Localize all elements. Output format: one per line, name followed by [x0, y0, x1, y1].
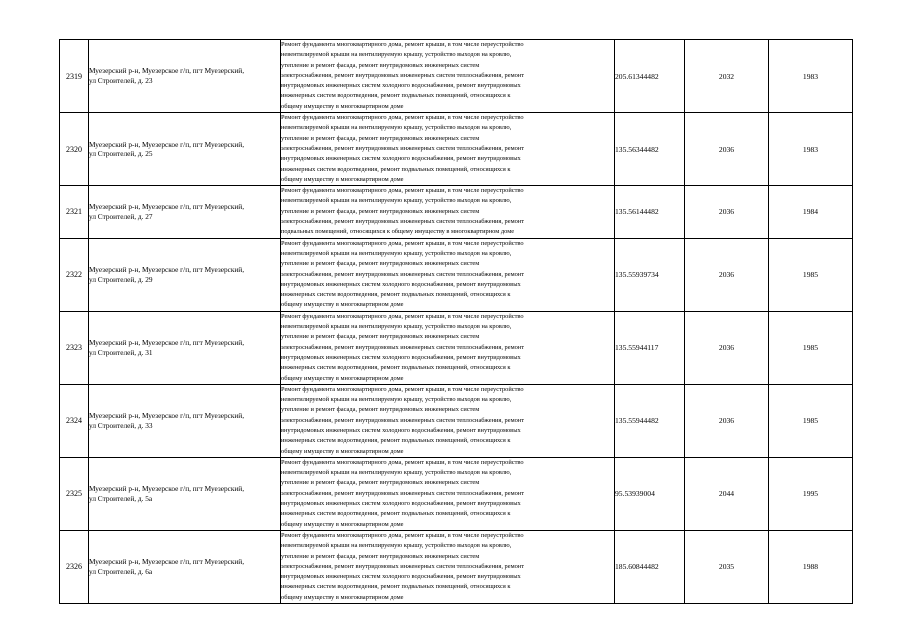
table-row: [60, 530, 853, 603]
works-line: Ремонт фундамента многоквартирного дома, ремонт крыши, в том числе переустройство: [281, 239, 524, 247]
table-row: [60, 384, 853, 457]
address-line: Муезерский р-н, Муезерское г/п, пгт Муезерский,: [89, 411, 245, 421]
works-line: невентилируемой крыши на вентилируемую крышу, устройство выходов на кровлю,: [281, 124, 512, 132]
row-number-cell: 2321: [60, 186, 89, 238]
works-line: Ремонт фундамента многоквартирного дома, ремонт крыши, в том числе переустройство: [281, 458, 524, 466]
built-year-cell: 1983: [769, 113, 853, 186]
works-cell: [281, 311, 615, 384]
works-line: общему имуществу в многоквартирном доме: [281, 374, 404, 382]
cost-cell: 135.56144482: [615, 186, 685, 238]
address-line: Муезерский р-н, Муезерское г/п, пгт Муезерский,: [89, 66, 245, 76]
works-line: невентилируемой крыши на вентилируемую крышу, устройство выходов на кровлю,: [281, 396, 512, 404]
works-line: электроснабжения, ремонт внутридомовых инженерных систем теплоснабжения, ремонт: [281, 71, 525, 79]
planned-year-cell: 2036: [685, 238, 769, 311]
works-line: общему имуществу в многоквартирном доме: [281, 593, 404, 601]
works-line: утепление и ремонт фасада, ремонт внутридомовых инженерных систем: [281, 479, 480, 487]
works-line: Ремонт фундамента многоквартирного дома, ремонт крыши, в том числе переустройство: [281, 385, 524, 393]
address-cell: [89, 384, 281, 457]
address-line: Муезерский р-н, Муезерское г/п, пгт Муезерский,: [89, 484, 245, 494]
row-number-cell: 2323: [60, 311, 89, 384]
works-line: утепление и ремонт фасада, ремонт внутридомовых инженерных систем: [281, 333, 480, 341]
works-cell: [281, 530, 615, 603]
works-line: инженерных систем водоотведения, ремонт подвальных помещений, относящихся к: [281, 583, 511, 591]
works-cell: [281, 113, 615, 186]
works-line: Ремонт фундамента многоквартирного дома, ремонт крыши, в том числе переустройство: [281, 114, 524, 122]
built-year-cell: 1984: [769, 186, 853, 238]
cost-cell: 185.60844482: [615, 530, 685, 603]
works-line: внутридомовых инженерных систем холодного водоснабжения, ремонт внутридомовых: [281, 573, 521, 581]
works-cell: [281, 384, 615, 457]
address-line: Муезерский р-н, Муезерское г/п, пгт Муезерский,: [89, 265, 245, 275]
row-number-cell: 2325: [60, 457, 89, 530]
address-line: Муезерский р-н, Муезерское г/п, пгт Муезерский,: [89, 338, 245, 348]
built-year-cell: 1985: [769, 238, 853, 311]
works-line: внутридомовых инженерных систем холодного водоснабжения, ремонт внутридомовых: [281, 155, 521, 163]
row-number-cell: 2324: [60, 384, 89, 457]
works-line: невентилируемой крыши на вентилируемую крышу, устройство выходов на кровлю,: [281, 249, 512, 257]
works-line: общему имуществу в многоквартирном доме: [281, 301, 404, 309]
planned-year-cell: 2032: [685, 40, 769, 113]
address-cell: [89, 311, 281, 384]
works-line: инженерных систем водоотведения, ремонт подвальных помещений, относящихся к: [281, 437, 511, 445]
works-line: невентилируемой крыши на вентилируемую крышу, устройство выходов на кровлю,: [281, 469, 512, 477]
works-line: инженерных систем водоотведения, ремонт подвальных помещений, относящихся к: [281, 165, 511, 173]
row-number-cell: 2326: [60, 530, 89, 603]
table-body: [60, 40, 853, 604]
row-number-cell: 2320: [60, 113, 89, 186]
planned-year-cell: 2036: [685, 384, 769, 457]
works-line: Ремонт фундамента многоквартирного дома, ремонт крыши, в том числе переустройство: [281, 531, 524, 539]
works-line: внутридомовых инженерных систем холодного водоснабжения, ремонт внутридомовых: [281, 426, 521, 434]
built-year-cell: 1988: [769, 530, 853, 603]
works-cell: [281, 186, 615, 238]
address-line: Муезерский р-н, Муезерское г/п, пгт Муезерский,: [89, 202, 245, 212]
table-row: [60, 40, 853, 113]
works-line: инженерных систем водоотведения, ремонт подвальных помещений, относящихся к: [281, 510, 511, 518]
cost-cell: 95.53939004: [615, 457, 685, 530]
works-line: невентилируемой крыши на вентилируемую крышу, устройство выходов на кровлю,: [281, 323, 512, 331]
planned-year-cell: 2035: [685, 530, 769, 603]
table-row: [60, 186, 853, 238]
works-line: электроснабжения, ремонт внутридомовых инженерных систем теплоснабжения, ремонт: [281, 144, 525, 152]
works-line: невентилируемой крыши на вентилируемую крышу, устройство выходов на кровлю,: [281, 197, 512, 205]
works-line: внутридомовых инженерных систем холодного водоснабжения, ремонт внутридомовых: [281, 353, 521, 361]
address-line: ул Строителей, д. 29: [89, 274, 153, 284]
works-line: электроснабжения, ремонт внутридомовых инженерных систем теплоснабжения, ремонт: [281, 343, 525, 351]
works-line: инженерных систем водоотведения, ремонт подвальных помещений, относящихся к: [281, 291, 511, 299]
address-cell: [89, 238, 281, 311]
table-row: [60, 311, 853, 384]
works-line: электроснабжения, ремонт внутридомовых инженерных систем теплоснабжения, ремонт: [281, 416, 525, 424]
address-cell: [89, 186, 281, 238]
works-cell: [281, 40, 615, 113]
works-line: утепление и ремонт фасада, ремонт внутридомовых инженерных систем: [281, 61, 480, 69]
address-line: Муезерский р-н, Муезерское г/п, пгт Муезерский,: [89, 557, 245, 567]
address-line: ул Строителей, д. 33: [89, 420, 153, 430]
address-line: ул Строителей, д. 23: [89, 76, 153, 86]
works-line: общему имуществу в многоквартирном доме: [281, 175, 404, 183]
built-year-cell: 1995: [769, 457, 853, 530]
address-cell: [89, 113, 281, 186]
works-line: электроснабжения, ремонт внутридомовых инженерных систем теплоснабжения, ремонт: [281, 489, 525, 497]
works-line: невентилируемой крыши на вентилируемую крышу, устройство выходов на кровлю,: [281, 542, 512, 550]
table-row: [60, 113, 853, 186]
address-cell: [89, 530, 281, 603]
works-line: инженерных систем водоотведения, ремонт подвальных помещений, относящихся к: [281, 364, 511, 372]
works-line: утепление и ремонт фасада, ремонт внутридомовых инженерных систем: [281, 406, 480, 414]
address-line: ул Строителей, д. 27: [89, 211, 153, 221]
address-line: ул Строителей, д. 6а: [89, 566, 153, 576]
cost-cell: 135.55944482: [615, 384, 685, 457]
works-line: утепление и ремонт фасада, ремонт внутридомовых инженерных систем: [281, 260, 480, 268]
works-line: невентилируемой крыши на вентилируемую крышу, устройство выходов на кровлю,: [281, 51, 512, 59]
planned-year-cell: 2036: [685, 113, 769, 186]
table-row: [60, 457, 853, 530]
works-line: общему имуществу в многоквартирном доме: [281, 102, 404, 110]
works-line: Ремонт фундамента многоквартирного дома, ремонт крыши, в том числе переустройство: [281, 187, 524, 195]
built-year-cell: 1985: [769, 311, 853, 384]
address-line: ул Строителей, д. 5а: [89, 493, 153, 503]
works-cell: [281, 238, 615, 311]
address-line: Муезерский р-н, Муезерское г/п, пгт Муезерский,: [89, 139, 245, 149]
address-line: ул Строителей, д. 25: [89, 149, 153, 159]
cost-cell: 205.61344482: [615, 40, 685, 113]
works-line: электроснабжения, ремонт внутридомовых инженерных систем теплоснабжения, ремонт: [281, 270, 525, 278]
cost-cell: 135.55939734: [615, 238, 685, 311]
works-line: Ремонт фундамента многоквартирного дома, ремонт крыши, в том числе переустройство: [281, 312, 524, 320]
table-row: [60, 238, 853, 311]
address-cell: [89, 457, 281, 530]
address-line: ул Строителей, д. 31: [89, 347, 153, 357]
works-line: Ремонт фундамента многоквартирного дома, ремонт крыши, в том числе переустройство: [281, 41, 524, 48]
capital-repair-table: [59, 39, 853, 604]
works-cell: [281, 457, 615, 530]
works-line: инженерных систем водоотведения, ремонт подвальных помещений, относящихся к: [281, 92, 511, 100]
planned-year-cell: 2044: [685, 457, 769, 530]
planned-year-cell: 2036: [685, 311, 769, 384]
works-line: подвальных помещений, относящихся к общему имуществу в многоквартирном доме: [281, 228, 515, 236]
works-line: внутридомовых инженерных систем холодного водоснабжения, ремонт внутридомовых: [281, 82, 521, 90]
cost-cell: 135.56344482: [615, 113, 685, 186]
works-line: утепление и ремонт фасада, ремонт внутридомовых инженерных систем: [281, 207, 480, 215]
row-number-cell: 2322: [60, 238, 89, 311]
cost-cell: 135.55944117: [615, 311, 685, 384]
built-year-cell: 1983: [769, 40, 853, 113]
works-line: внутридомовых инженерных систем холодного водоснабжения, ремонт внутридомовых: [281, 500, 521, 508]
row-number-cell: 2319: [60, 40, 89, 113]
planned-year-cell: 2036: [685, 186, 769, 238]
works-line: электроснабжения, ремонт внутридомовых инженерных систем теплоснабжения, ремонт: [281, 218, 525, 226]
works-line: утепление и ремонт фасада, ремонт внутридомовых инженерных систем: [281, 552, 480, 560]
works-line: общему имуществу в многоквартирном доме: [281, 520, 404, 528]
built-year-cell: 1985: [769, 384, 853, 457]
works-line: внутридомовых инженерных систем холодного водоснабжения, ремонт внутридомовых: [281, 280, 521, 288]
works-line: утепление и ремонт фасада, ремонт внутридомовых инженерных систем: [281, 134, 480, 142]
address-cell: [89, 40, 281, 113]
works-line: общему имуществу в многоквартирном доме: [281, 447, 404, 455]
works-line: электроснабжения, ремонт внутридомовых инженерных систем теплоснабжения, ремонт: [281, 562, 525, 570]
